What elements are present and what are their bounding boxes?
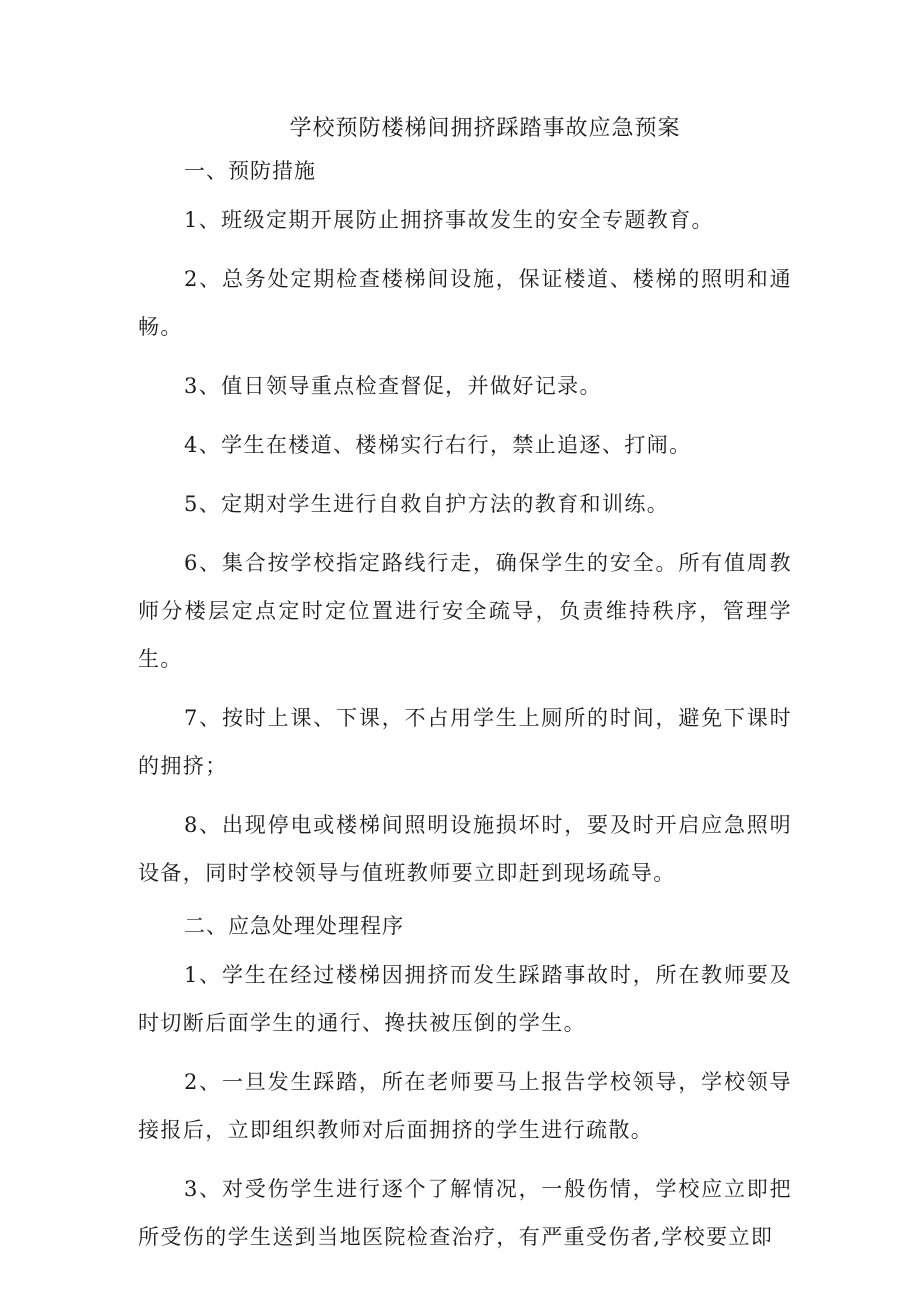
document-title: 学校预防楼梯间拥挤踩踏事故应急预案: [289, 116, 681, 141]
section-heading-prevention: 一、预防措施: [184, 159, 316, 183]
prevention-item-7: 7、按时上课、下课，不占用学生上厕所的时间，避免下课时的拥挤；: [138, 706, 792, 778]
section-heading-emergency: 二、应急处理处理程序: [184, 914, 404, 938]
prevention-item-2: 2、总务处定期检查楼梯间设施，保证楼道、楼梯的照明和通畅。: [138, 267, 792, 339]
prevention-item-1: 1、班级定期开展防止拥挤事故发生的安全专题教育。: [184, 208, 714, 232]
prevention-item-5: 5、定期对学生进行自救自护方法的教育和训练。: [184, 492, 670, 516]
section-prevention: [138, 152, 792, 897]
prevention-item-8: 8、出现停电或楼梯间照明设施损坏时，要及时开启应急照明设备，同时学校领导与值班教师要立即赶到现场疏导。: [138, 813, 792, 885]
document-page: [138, 110, 792, 1261]
prevention-item-4: 4、学生在楼道、楼梯实行右行，禁止追逐、打闹。: [184, 433, 692, 457]
prevention-item-6: 6、集合按学校指定路线行走，确保学生的安全。所有值周教师分楼层定点定时定位置进行安全疏导，负责维持秩序，管理学生。: [138, 551, 792, 671]
section-emergency: [138, 907, 792, 1261]
prevention-item-3: 3、值日领导重点检查督促，并做好记录。: [184, 374, 602, 398]
emergency-item-2: 2、一旦发生踩踏，所在老师要马上报告学校领导，学校领导接报后，立即组织教师对后面拥挤的学生进行疏散。: [138, 1070, 792, 1142]
emergency-item-1: 1、学生在经过楼梯因拥挤而发生踩踏事故时，所在教师要及时切断后面学生的通行、搀扶被压倒的学生。: [138, 963, 792, 1035]
emergency-item-3: 3、对受伤学生进行逐个了解情况，一般伤情，学校应立即把所受伤的学生送到当地医院检查治疗，有严重受伤者,学校要立即: [138, 1177, 792, 1249]
